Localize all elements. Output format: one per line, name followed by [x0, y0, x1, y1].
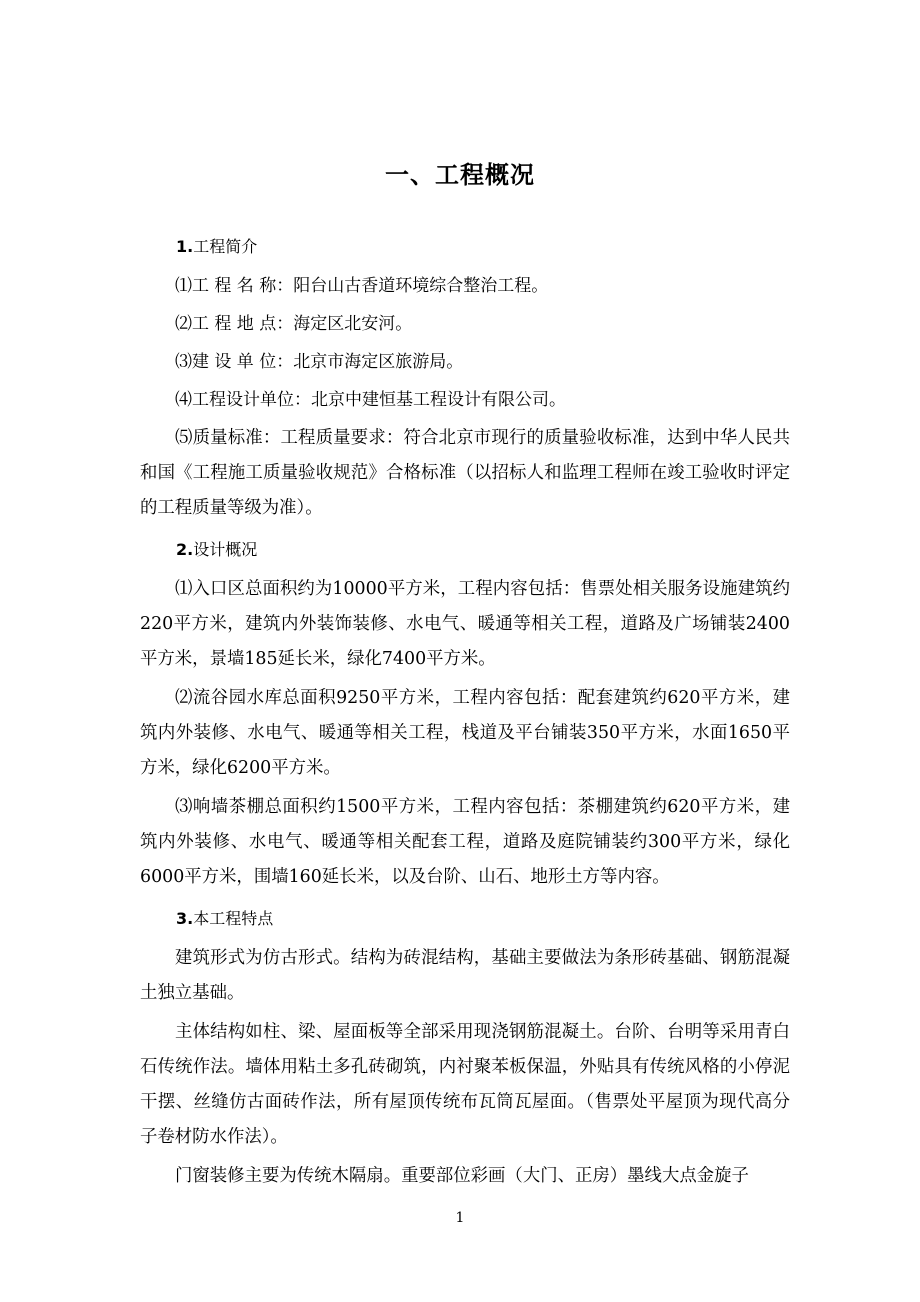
section-heading-text: 设计概况: [193, 540, 258, 559]
design-paragraph: ⑶响墙茶棚总面积约1500平方米，工程内容包括：茶棚建筑约620平方米，建筑内外装修、水电气、暖通等相关配套工程，道路及庭院铺装约300平方米，绿化6000平方米，围墙160延长米，以及台阶、山石、地形土方等内容。: [140, 797, 790, 887]
feature-paragraph: 建筑形式为仿古形式。结构为砖混结构，基础主要做法为条形砖基础、钢筋混凝土独立基础。: [140, 948, 790, 1003]
section-number: 3.: [176, 909, 194, 928]
page-number: 1: [455, 1210, 465, 1226]
project-name-line: ⑴工 程 名 称：阳台山古香道环境综合整治工程。: [175, 276, 549, 296]
project-location-line: ⑵工 程 地 点：海定区北安河。: [175, 314, 413, 334]
design-paragraph: ⑵流谷园水库总面积9250平方米，工程内容包括：配套建筑约620平方米，建筑内外装修、水电气、暖通等相关工程，栈道及平台铺装350平方米，水面1650平方米，绿化6200平方米。: [140, 688, 790, 778]
quality-standard-paragraph: ⑸质量标准：工程质量要求：符合北京市现行的质量验收标准，达到中华人民共和国《工程施工质量验收规范》合格标准（以招标人和监理工程师在竣工验收时评定的工程质量等级为准）。: [140, 428, 790, 518]
document-body: [140, 231, 790, 1194]
feature-paragraph: 主体结构如柱、梁、屋面板等全部采用现浇钢筋混凝土。台阶、台明等采用青白石传统作法。墙体用粘土多孔砖砌筑，内衬聚苯板保温，外贴具有传统风格的小停泥干摆、丝缝仿古面砖作法，所有屋顶传统布瓦筒瓦屋面。（售票处平屋顶为现代高分子卷材防水作法）。: [140, 1022, 790, 1147]
section-heading: [140, 534, 790, 566]
section-heading: [140, 903, 790, 935]
section-heading-text: 本工程特点: [193, 909, 274, 928]
owner-line: ⑶建 设 单 位：北京市海定区旅游局。: [175, 352, 464, 372]
designer-line: ⑷工程设计单位：北京中建恒基工程设计有限公司。: [175, 390, 566, 410]
section-heading: [140, 231, 790, 263]
section-number: 1.: [176, 237, 194, 256]
section-number: 2.: [176, 540, 194, 559]
design-paragraph: ⑴入口区总面积约为10000平方米，工程内容包括：售票处相关服务设施建筑约220平方米，建筑内外装饰装修、水电气、暖通等相关工程，道路及广场铺装2400平方米，景墙185延长米，绿化7400平方米。: [140, 579, 790, 669]
page-title: 一、工程概况: [385, 161, 535, 189]
section-heading-text: 工程简介: [193, 237, 258, 256]
feature-paragraph: 门窗装修主要为传统木隔扇。重要部位彩画（大门、正房）墨线大点金旋子: [175, 1166, 749, 1186]
